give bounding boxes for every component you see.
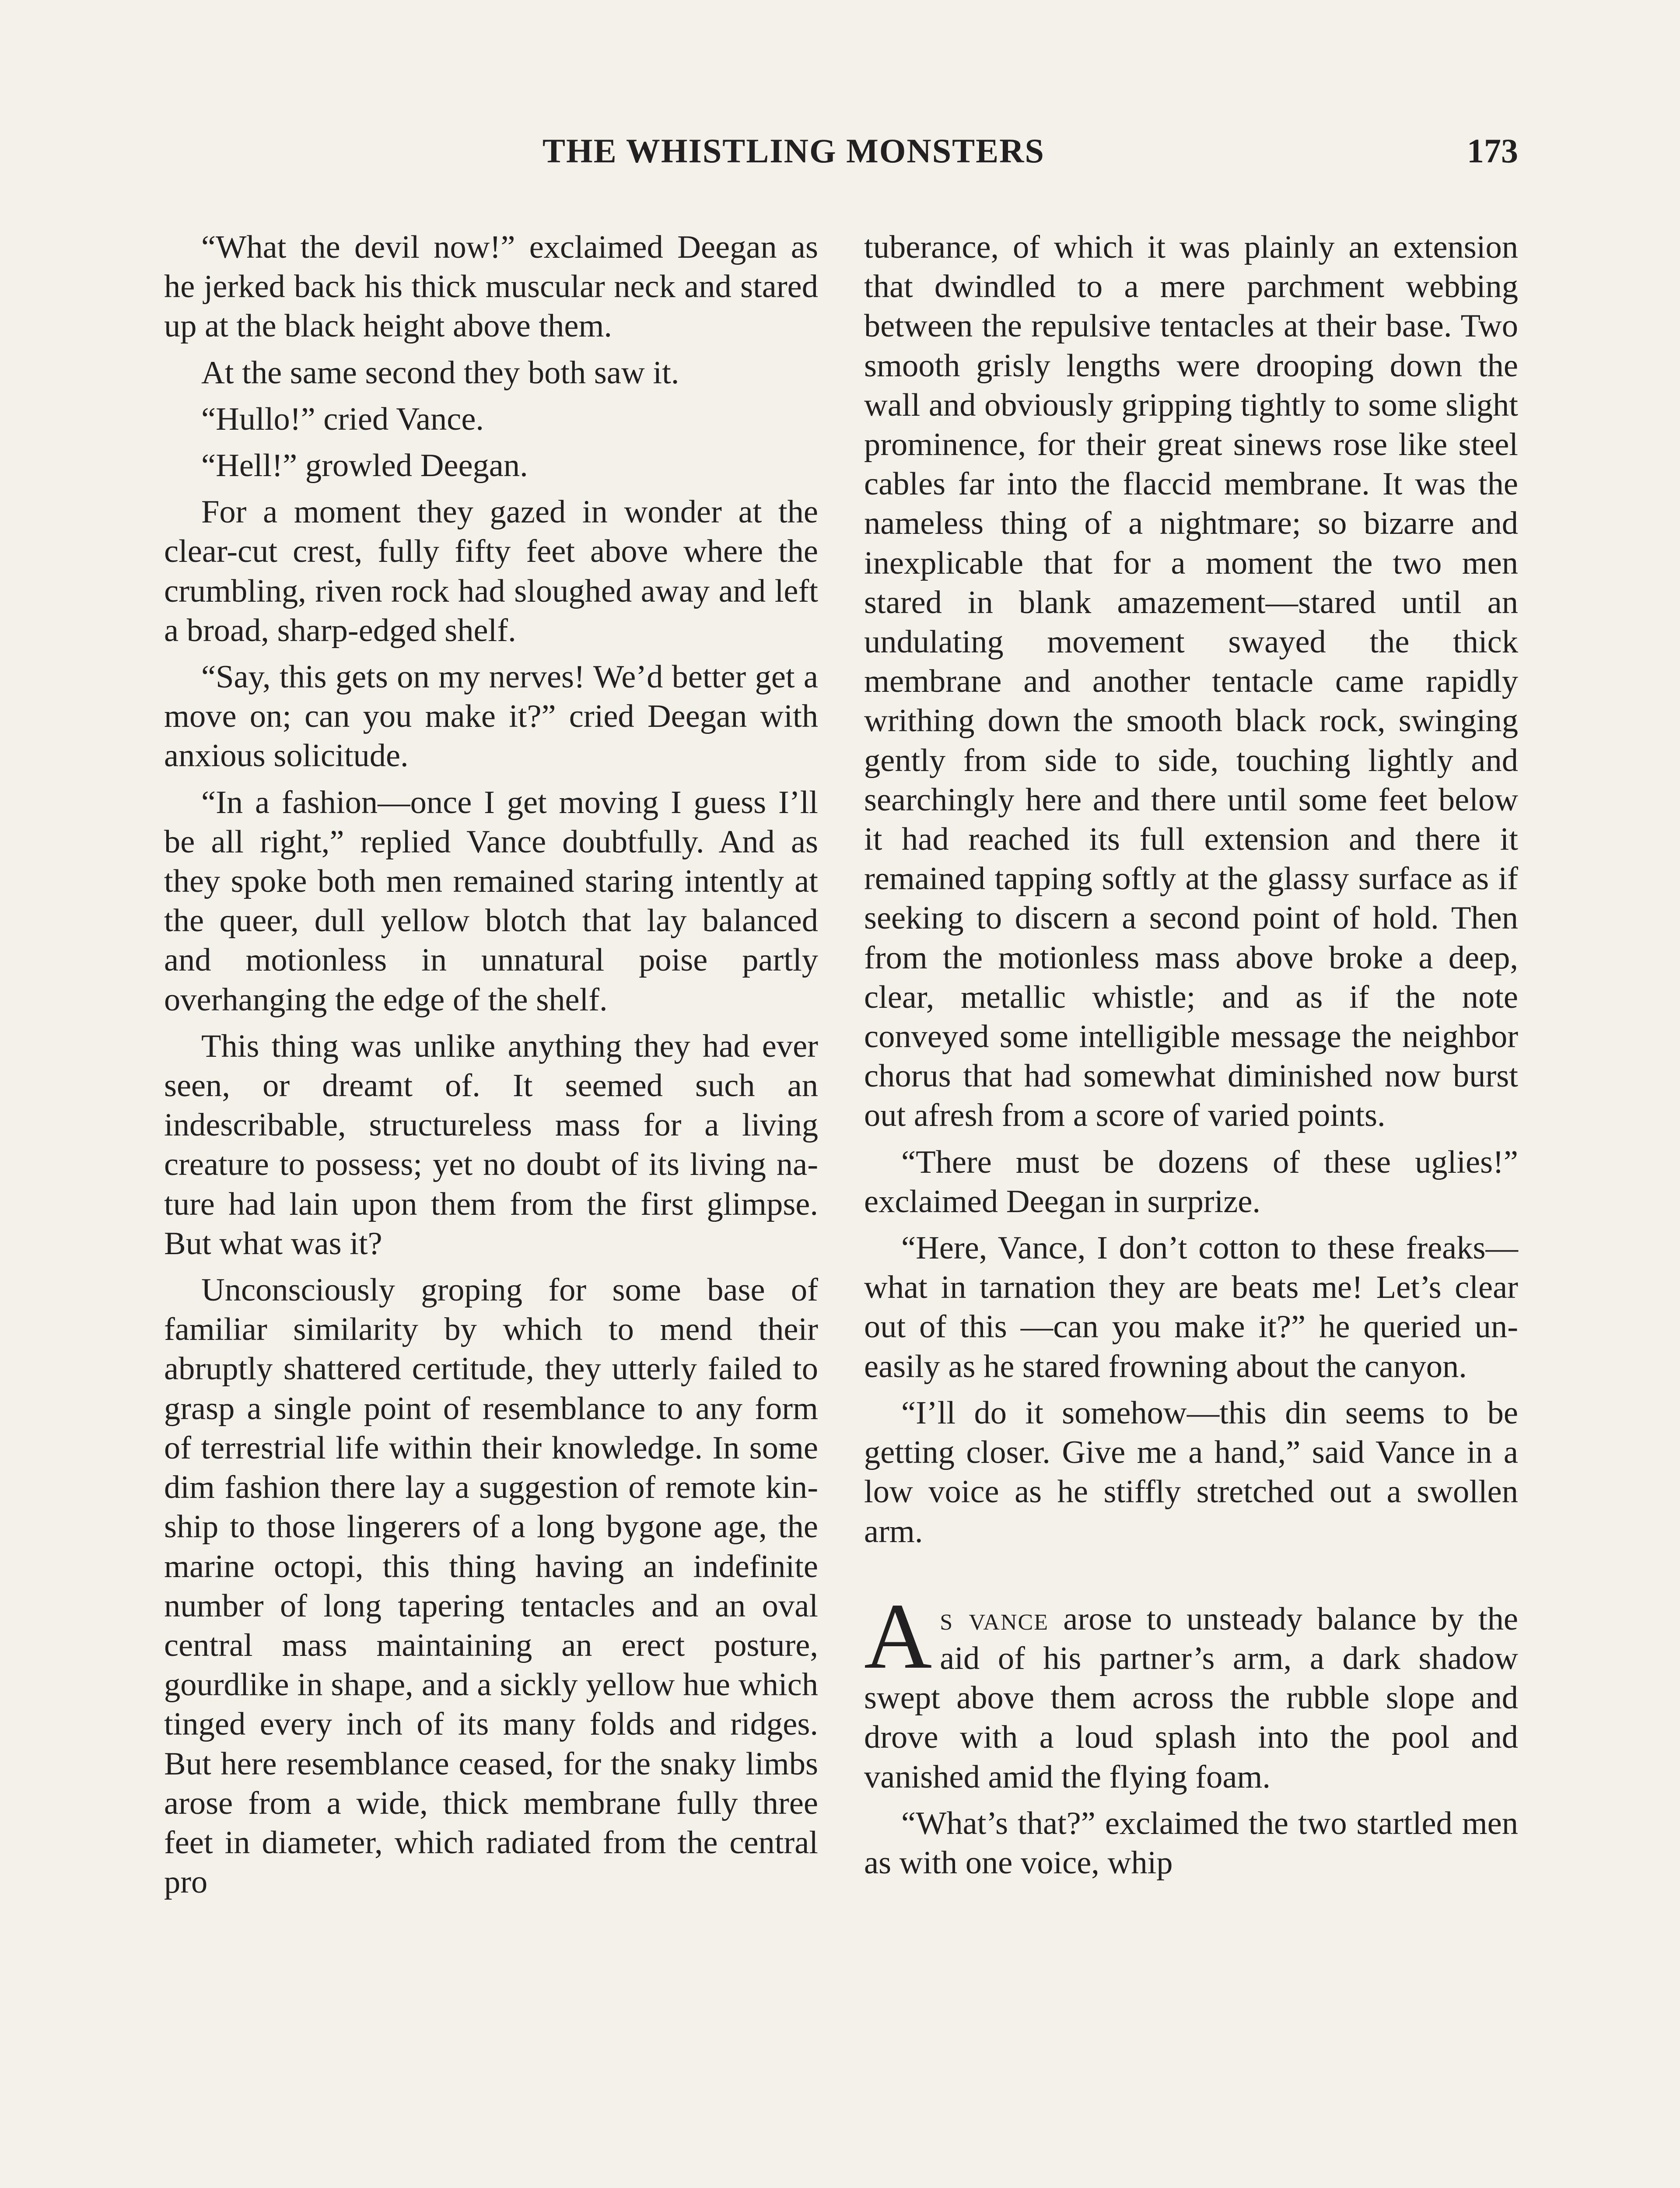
- paragraph-text: arose to unsteady balance by the aid of his partner’s arm, a dark shadow swept above them across the rubble slope and drove with a loud splash into the pool and vanished amid the flying foam.: [864, 1601, 1518, 1795]
- paragraph: For a moment they gazed in wonder at the clear-cut crest, fully fifty feet above where the crumbling, riven rock had sloughed away and left a broad, sharp-edged shelf.: [164, 494, 818, 649]
- paragraph: “Hell!” growled Deegan.: [201, 448, 528, 484]
- paragraph: “I’ll do it somehow—this din seems to be getting closer. Give me a hand,” said Vance in a low voice as he stiffly stretched out a swollen arm.: [864, 1395, 1518, 1550]
- drop-cap: A: [864, 1583, 932, 1688]
- small-caps-lead: s vance: [940, 1601, 1049, 1637]
- paragraph: This thing was unlike anything they had ever seen, or dreamt of. It seemed such an indescribable, structureless mass for a living creature to possess; yet no doubt of its living nature had lain upon them from the first glimpse. But what was it?: [164, 1028, 818, 1262]
- paragraph: “In a fashion—once I get moving I guess I’ll be all right,” replied Vance doubtfully. And as they spoke both men remained staring intently at the queer, dull yellow blotch that lay balanced and motionless in unnatural poise partly overhanging the edge of the shelf.: [164, 784, 818, 1018]
- section-opening-paragraph: [864, 1583, 1518, 1797]
- paragraph: At the same second they both saw it.: [201, 354, 679, 391]
- paragraph: “Hullo!” cried Vance.: [201, 401, 484, 437]
- page-number: 173: [1467, 132, 1518, 170]
- left-column: [164, 228, 818, 1902]
- paragraph: “Say, this gets on my nerves! We’d better get a move on; can you make it?” cried Deegan with anxious solicitude.: [164, 659, 818, 774]
- paragraph: “There must be dozens of these uglies!” exclaimed Deegan in surprize.: [864, 1144, 1518, 1220]
- paragraph: Unconsciously groping for some base of familiar similarity by which to mend their abruptly shattered certitude, they utterly failed to grasp a single point of resemblance to any form of terrestrial life within their knowledge. In some dim fashion there lay a suggestion of remote kinship to those lingerers of a long bygone age, the marine octopi, this thing having an indefinite number of long tapering tentacles and an oval central mass maintaining an erect posture, gourdlike in shape, and a sickly yellow hue which tinged every inch of its many folds and ridges. But here resemblance ceased, for the snaky limbs arose from a wide, thick membrane fully three feet in diameter, which radiated from the central pro: [164, 1272, 818, 1900]
- paragraph: “Here, Vance, I don’t cotton to these freaks—what in tarnation they are beats me! Let’s clear out of this —can you make it?” he queried uneasily as he stared frowning about the canyon.: [864, 1230, 1518, 1385]
- running-title: THE WHISTLING MONSTERS: [542, 132, 1045, 170]
- paragraph: “What’s that?” exclaimed the two startled men as with one voice, whip: [864, 1805, 1518, 1881]
- paragraph: “What the devil now!” exclaimed Deegan as he jerked back his thick muscular neck and stared up at the black height above them.: [164, 229, 818, 344]
- paragraph-continued: tuberance, of which it was plainly an extension that dwindled to a mere parchment webbing between the repulsive tentacles at their base. Two smooth grisly lengths were drooping down the wall and obviously gripping tightly to some slight prominence, for their great sinews rose like steel cables far into the flaccid membrane. It was the nameless thing of a nightmare; so bizarre and inexplicable that for a moment the two men stared in blank amazement—stared until an undulating movement swayed the thick membrane and another tentacle came rapidly writhing down the smooth black rock, swinging gently from side to side, touching lightly and searchingly here and there until some feet below it had reached its full extension and there it remained tapping softly at the glassy surface as if seeking to discern a second point of hold. Then from the motionless mass above broke a deep, clear, metallic whistle; and as if the note conveyed some intelligible message the neighbor chorus that had somewhat diminished now burst out afresh from a score of varied points.: [864, 229, 1518, 1134]
- right-column: [864, 228, 1518, 1883]
- running-header: [162, 131, 1518, 179]
